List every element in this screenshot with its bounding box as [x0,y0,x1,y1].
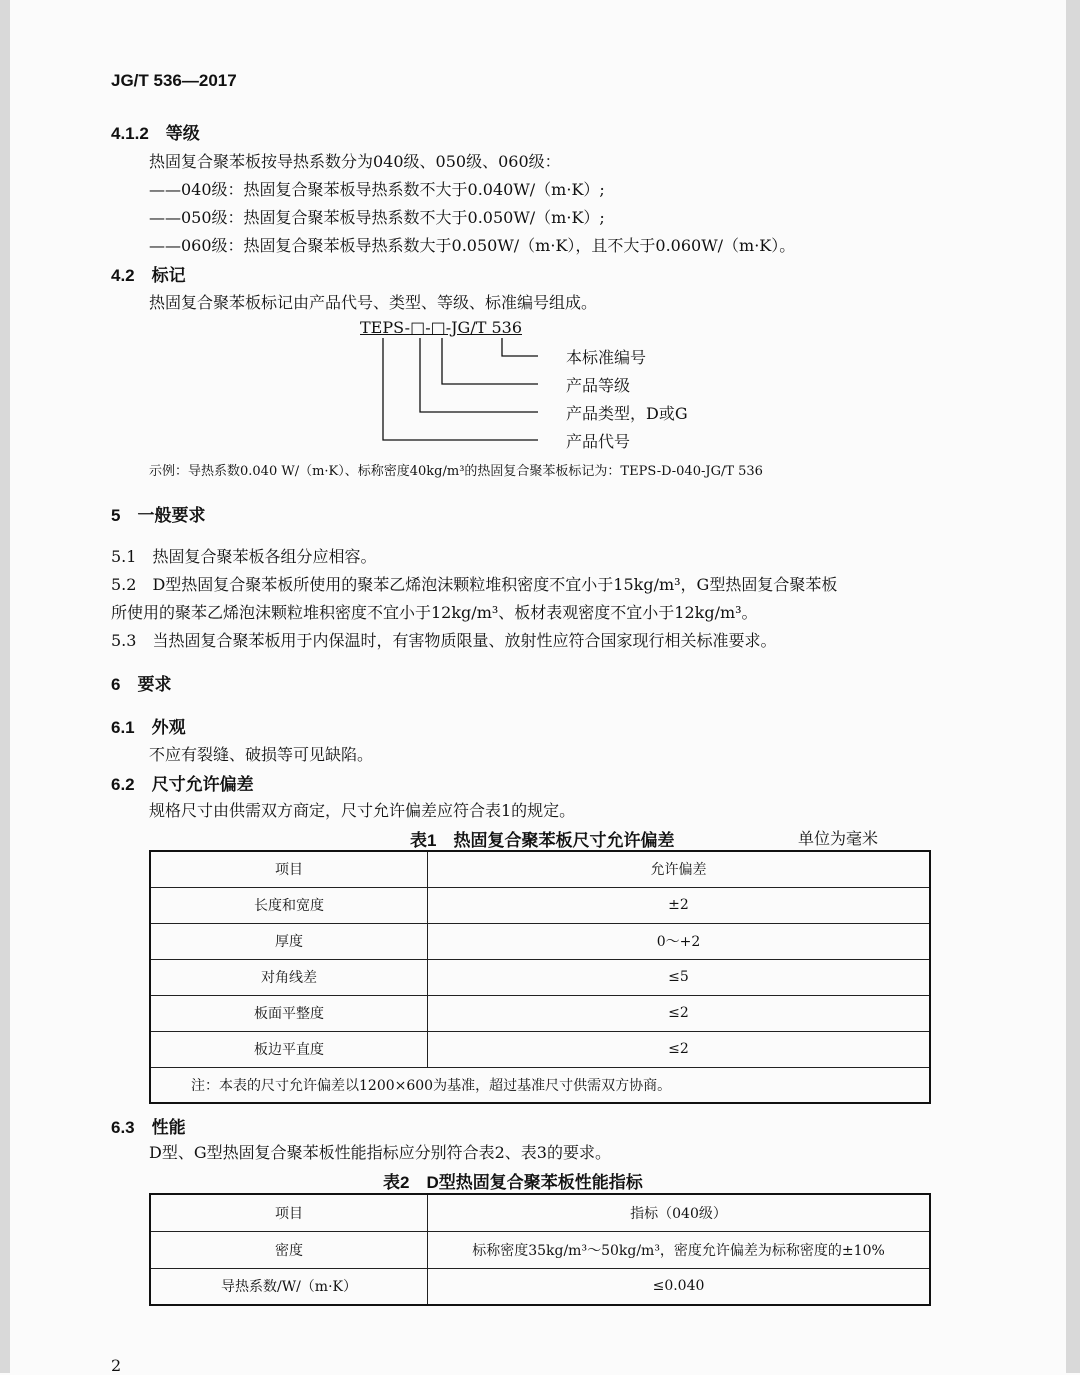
table1 [149,850,931,1104]
section-6-3-heading: 6.3 性能 [111,1118,186,1137]
table-row [150,1031,930,1067]
table-row [150,887,930,923]
table2-cell: 密度 [150,1231,428,1268]
section-4-1-2-intro: 热固复合聚苯板按导热系数分为040级、050级、060级： [149,152,561,171]
clause-5-2-line2: 所使用的聚苯乙烯泡沫颗粒堆积密度不宜小于12kg/m³、板材表观密度不宜小于12kg/m³。 [111,603,758,622]
table2-caption: 表2 D型热固复合聚苯板性能指标 [383,1173,643,1192]
marking-label-type: 产品类型，D或G [566,404,688,423]
grade-item: ——040级：热固复合聚苯板导热系数不大于0.040W/（m·K）; [149,180,605,199]
section-4-2-heading: 4.2 标记 [111,266,186,285]
scan-edge-right [1066,0,1080,1373]
table1-cell: ≤2 [428,995,931,1031]
table2-cell: 导热系数/W/（m·K） [150,1268,428,1305]
section-6-heading: 6 要求 [111,675,172,694]
table1-cell: 板面平整度 [150,995,428,1031]
marking-label-standard: 本标准编号 [566,348,647,367]
table1-caption: 表1 热固复合聚苯板尺寸允许偏差 [410,831,675,850]
grade-item: ——050级：热固复合聚苯板导热系数不大于0.050W/（m·K）; [149,208,605,227]
marking-code: TEPS-□-□-JG/T 536 [360,318,522,337]
table1-cell: ≤5 [428,959,931,995]
table1-cell: 板边平直度 [150,1031,428,1067]
grade-item: ——060级：热固复合聚苯板导热系数大于0.050W/（m·K），且不大于0.060W/（m·K）。 [149,236,796,255]
table1-header-item: 项目 [150,851,428,887]
table-row [150,1231,930,1268]
section-5-heading: 5 一般要求 [111,506,206,525]
section-6-2-text: 规格尺寸由供需双方商定，尺寸允许偏差应符合表1的规定。 [149,801,576,820]
table1-cell: 0～+2 [428,923,931,959]
table1-header-tolerance: 允许偏差 [428,851,931,887]
table-row [150,995,930,1031]
clause-5-1: 5.1 热固复合聚苯板各组分应相容。 [111,547,377,566]
table1-cell: ≤2 [428,1031,931,1067]
clause-5-2-line1: 5.2 D型热固复合聚苯板所使用的聚苯乙烯泡沫颗粒堆积密度不宜小于15kg/m³，G型热固复合聚苯板 [111,575,838,594]
marking-example: 示例：导热系数0.040 W/（m·K）、标称密度40kg/m³的热固复合聚苯板标记为：TEPS-D-040-JG/T 536 [149,464,763,479]
table1-cell: 厚度 [150,923,428,959]
page-number: 2 [111,1356,122,1375]
clause-5-3: 5.3 当热固复合聚苯板用于内保温时，有害物质限量、放射性应符合国家现行相关标准要求。 [111,631,777,650]
table1-note: 注：本表的尺寸允许偏差以1200×600为基准，超过基准尺寸供需双方协商。 [150,1067,930,1103]
table-row [150,923,930,959]
table1-cell: 长度和宽度 [150,887,428,923]
marking-label-code: 产品代号 [566,432,631,451]
scan-edge-left [0,0,10,1373]
table2-header-item: 项目 [150,1194,428,1231]
table2-cell: 标称密度35kg/m³～50kg/m³，密度允许偏差为标称密度的±10% [428,1231,931,1268]
table1-cell: 对角线差 [150,959,428,995]
section-6-3-text: D型、G型热固复合聚苯板性能指标应分别符合表2、表3的要求。 [149,1143,611,1162]
marking-label-grade: 产品等级 [566,376,631,395]
table1-cell: ±2 [428,887,931,923]
standard-code-header: JG/T 536—2017 [111,71,237,90]
section-4-2-intro: 热固复合聚苯板标记由产品代号、类型、等级、标准编号组成。 [149,293,598,312]
table-row [150,959,930,995]
table2-header-indicator: 指标（040级） [428,1194,931,1231]
section-6-2-heading: 6.2 尺寸允许偏差 [111,775,254,794]
section-6-1-text: 不应有裂缝、破损等可见缺陷。 [149,745,374,764]
marking-diagram-lines [370,336,570,446]
section-6-1-heading: 6.1 外观 [111,718,186,737]
table2 [149,1193,931,1306]
table2-cell: ≤0.040 [428,1268,931,1305]
table-row [150,1268,930,1305]
table1-unit: 单位为毫米 [798,829,879,848]
section-4-1-2-heading: 4.1.2 等级 [111,124,200,143]
